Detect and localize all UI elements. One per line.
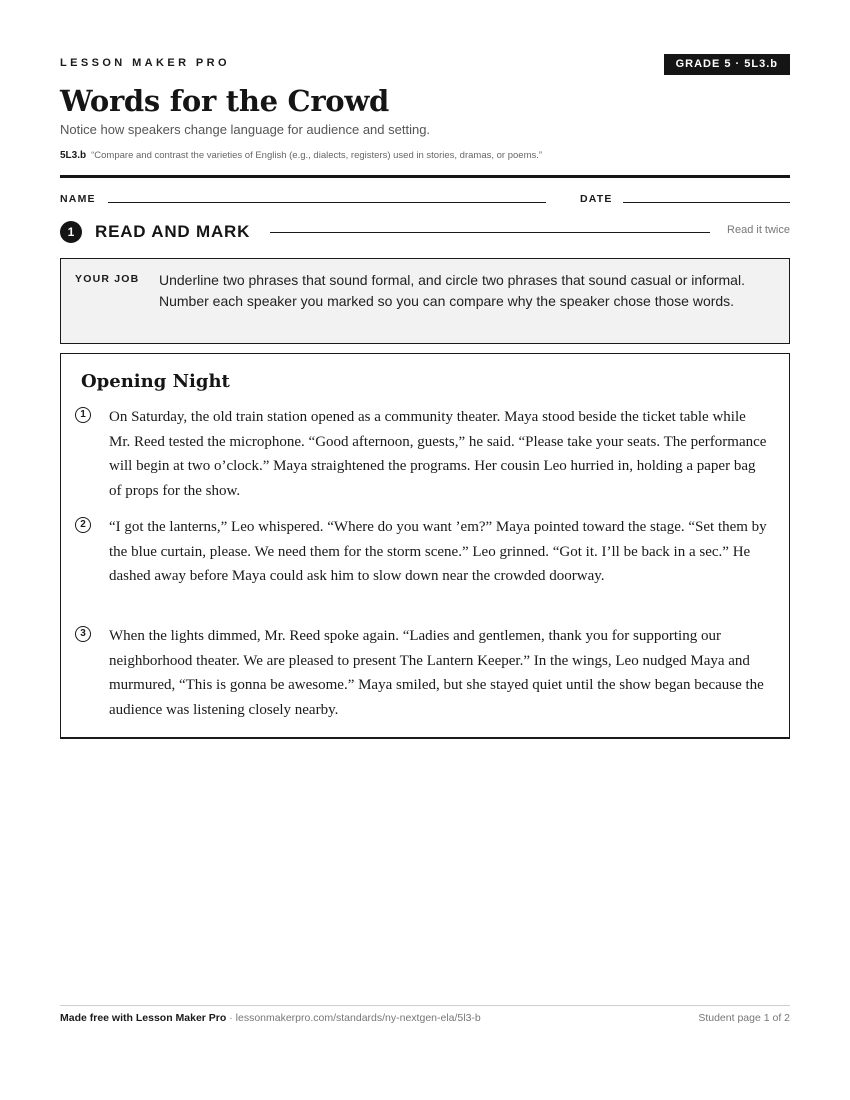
instructions-text: Underline two phrases that sound formal, and circle two phrases that sound casual or informal. Number each speaker you marked so you can compare why the speaker chose those words. [159, 272, 745, 309]
passage-title: Opening Night [81, 371, 230, 392]
header-divider [60, 175, 790, 178]
date-label: DATE [580, 193, 613, 205]
page-subtitle: Notice how speakers change language for audience and setting. [60, 122, 431, 137]
brand-name: LESSON MAKER PRO [60, 57, 230, 69]
paragraph-number: 1 [75, 407, 91, 423]
reading-passage [60, 353, 790, 739]
footer-divider [60, 1005, 790, 1006]
standard-code: 5L3.b [60, 150, 87, 161]
standard-line [60, 150, 542, 161]
footer-made-with: Made free with Lesson Maker Pro [60, 1012, 227, 1024]
instructions-label: YOUR JOB [75, 273, 140, 285]
paragraph-text: “I got the lanterns,” Leo whispered. “Where do you want ’em?” Maya pointed toward the stage. “Set them by the blue curtain, please. We need them for the storm scene.” Leo grinned. “Got it. I’ll be back in a sec.” He dashed away before Maya could ask him to slow down near the crowded doorway. [109, 519, 767, 585]
name-field[interactable] [108, 202, 546, 203]
section-title: READ AND MARK [95, 222, 251, 241]
page-indicator: Student page 1 of 2 [698, 1012, 790, 1024]
section-divider [270, 232, 710, 233]
paragraph-text: When the lights dimmed, Mr. Reed spoke again. “Ladies and gentlemen, thank you for supporting our neighborhood theater. We are pleased to present The Lantern Keeper.” In the wings, Leo nudged Maya and murmured, “This is gonna be awesome.” Maya smiled, but she stayed quiet until the show began because the audience was listening closely nearby. [109, 628, 764, 718]
section-number-badge: 1 [60, 221, 82, 243]
date-field[interactable] [623, 202, 790, 203]
grade-badge: GRADE 5 · 5L3.b [664, 54, 790, 75]
paragraph-number: 3 [75, 626, 91, 642]
instructions-box [60, 258, 790, 344]
worksheet-page [60, 0, 790, 1100]
standard-text: “Compare and contrast the varieties of English (e.g., dialects, registers) used in stories, dramas, or poems.” [91, 150, 543, 161]
footer-credit [60, 1012, 481, 1024]
footer-url: · lessonmakerpro.com/standards/ny-nextgen-ela/5l3-b [226, 1012, 481, 1024]
paragraph-text: On Saturday, the old train station opened as a community theater. Maya stood beside the ticket table while Mr. Reed tested the microphone. “Good afternoon, guests,” he said. “Please take your seats. The performance will begin at two o’clock.” Maya straightened the programs. Her cousin Leo hurried in, holding a paper bag of props for the show. [109, 409, 767, 499]
paragraph-number: 2 [75, 517, 91, 533]
section-hint: Read it twice [727, 224, 790, 236]
page-title: Words for the Crowd [60, 84, 389, 118]
name-label: NAME [60, 193, 96, 205]
